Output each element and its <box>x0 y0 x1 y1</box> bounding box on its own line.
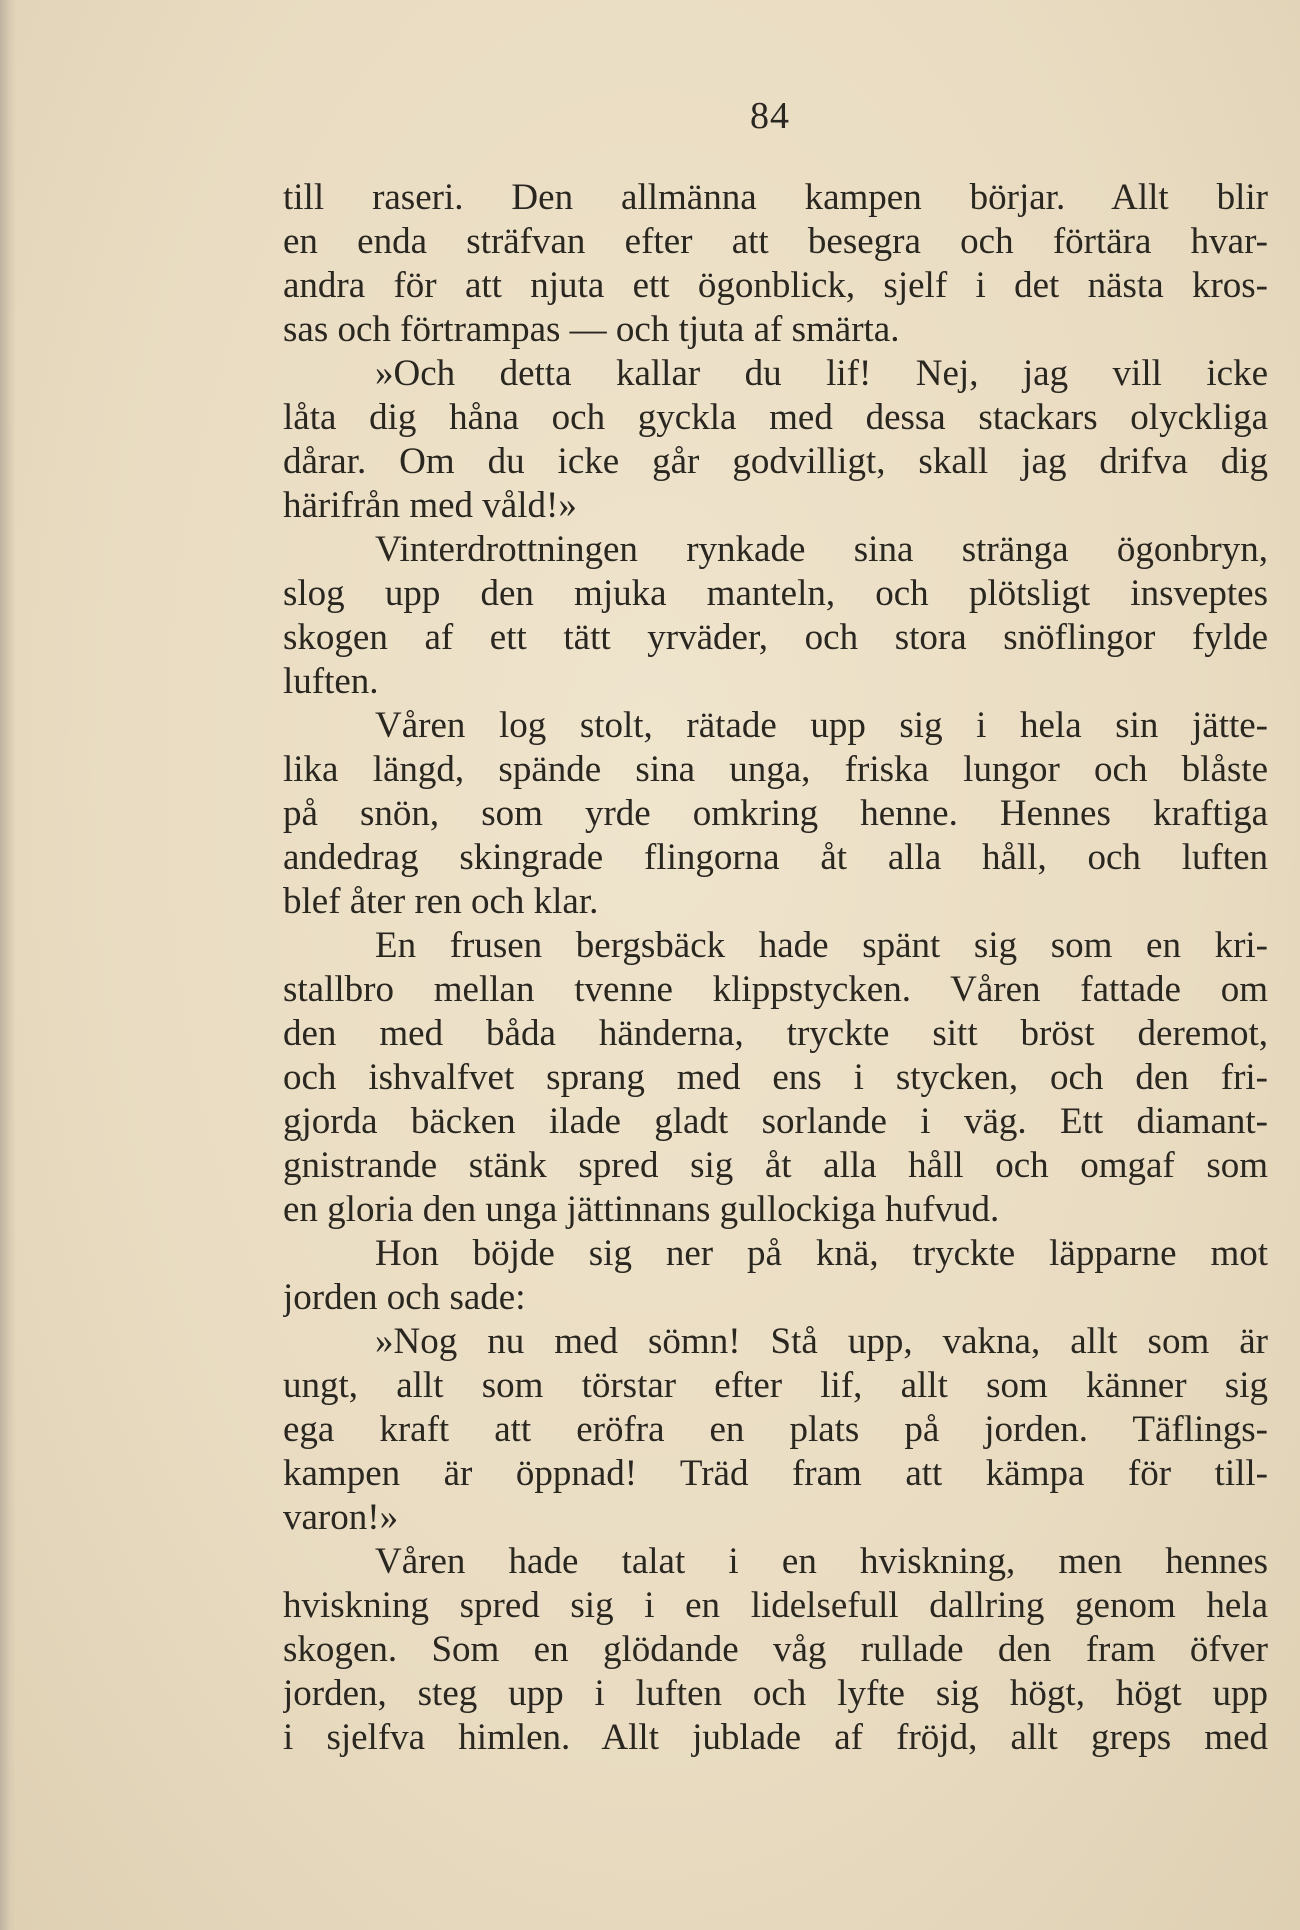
text-line: Våren log stolt, rätade upp sig i hela sin jätte- <box>375 705 1268 746</box>
text-line: Vinterdrottningen rynkade sina stränga ögonbryn, <box>375 529 1268 570</box>
page-number: 84 <box>750 95 790 137</box>
text-line: den med båda händerna, tryckte sitt bröst deremot, <box>283 1013 1268 1054</box>
text-line: en enda sträfvan efter att besegra och förtära hvar- <box>283 221 1268 262</box>
text-line: skogen. Som en glödande våg rullade den fram öfver <box>283 1629 1268 1670</box>
text-line: En frusen bergsbäck hade spänt sig som en kri- <box>375 925 1268 966</box>
text-line: härifrån med våld!» <box>283 485 577 526</box>
text-line: till raseri. Den allmänna kampen börjar. Allt blir <box>283 177 1268 218</box>
text-line: dårar. Om du icke går godvilligt, skall jag drifva dig <box>283 441 1268 482</box>
text-line: jorden, steg upp i luften och lyfte sig högt, högt upp <box>283 1673 1268 1714</box>
text-line: och ishvalfvet sprang med ens i stycken, och den fri- <box>283 1057 1268 1098</box>
text-line: gjorda bäcken ilade gladt sorlande i väg. Ett diamant- <box>283 1101 1268 1142</box>
text-line: lika längd, spände sina unga, friska lungor och blåste <box>283 749 1268 790</box>
text-line: på snön, som yrde omkring henne. Hennes kraftiga <box>283 793 1268 834</box>
text-line: hviskning spred sig i en lidelsefull dallring genom hela <box>283 1585 1268 1626</box>
text-line: luften. <box>283 661 379 702</box>
text-line: ungt, allt som törstar efter lif, allt som känner sig <box>283 1365 1268 1406</box>
text-line: låta dig håna och gyckla med dessa stackars olyckliga <box>283 397 1268 438</box>
text-line: andra för att njuta ett ögonblick, sjelf i det nästa kros- <box>283 265 1268 306</box>
text-line: blef åter ren och klar. <box>283 881 599 922</box>
text-line: stallbro mellan tvenne klippstycken. Våren fattade om <box>283 969 1268 1010</box>
text-line: Hon böjde sig ner på knä, tryckte läpparne mot <box>375 1233 1268 1274</box>
text-line: slog upp den mjuka manteln, och plötsligt insveptes <box>283 573 1268 614</box>
text-line: en gloria den unga jättinnans gullockiga hufvud. <box>283 1189 1000 1230</box>
page-binding-edge <box>0 0 16 1930</box>
text-line: sas och förtrampas — och tjuta af smärta. <box>283 309 900 350</box>
text-line: ega kraft att eröfra en plats på jorden. Täflings- <box>283 1409 1268 1450</box>
text-line: varon!» <box>283 1497 399 1538</box>
text-line: Våren hade talat i en hviskning, men hennes <box>375 1541 1268 1582</box>
text-line: kampen är öppnad! Träd fram att kämpa för till- <box>283 1453 1268 1494</box>
text-line: gnistrande stänk spred sig åt alla håll och omgaf som <box>283 1145 1268 1186</box>
text-line: »Nog nu med sömn! Stå upp, vakna, allt som är <box>375 1321 1268 1362</box>
text-line: i sjelfva himlen. Allt jublade af fröjd, allt greps med <box>283 1717 1268 1758</box>
text-line: andedrag skingrade flingorna åt alla håll, och luften <box>283 837 1268 878</box>
text-line: »Och detta kallar du lif! Nej, jag vill icke <box>375 353 1268 394</box>
text-line: jorden och sade: <box>283 1277 526 1318</box>
text-line: skogen af ett tätt yrväder, och stora snöflingor fylde <box>283 617 1268 658</box>
